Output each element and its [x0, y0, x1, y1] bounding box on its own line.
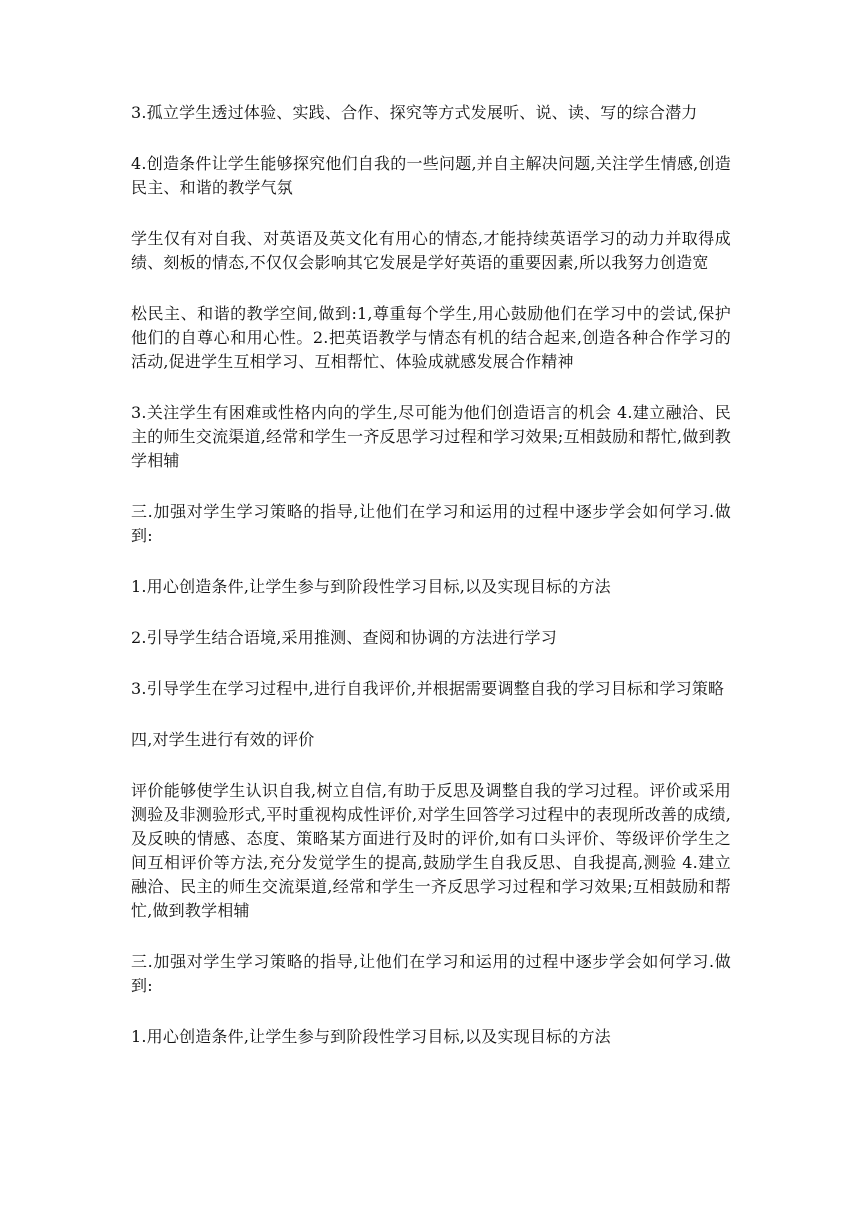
paragraph: 4.创造条件让学生能够探究他们自我的一些问题,并自主解决问题,关注学生情感,创造民主、和谐的教学气氛	[131, 154, 731, 197]
list-item: 2.引导学生结合语境,采用推测、查阅和协调的方法进行学习	[131, 628, 557, 647]
paragraph: 松民主、和谐的教学空间,做到:1,尊重每个学生,用心鼓励他们在学习中的尝试,保护他们的自尊心和用心性。2.把英语教学与情态有机的结合起来,创造各种合作学习的活动,促进学生互相学习、互相帮忙、体验成就感发展合作精神	[131, 304, 731, 371]
list-item: 3.引导学生在学习过程中,进行自我评价,并根据需要调整自我的学习目标和学习策略	[131, 679, 725, 698]
section-heading: 三.加强对学生学习策略的指导,让他们在学习和运用的过程中逐步学会如何学习.做到:	[131, 952, 731, 995]
paragraph: 评价能够使学生认识自我,树立自信,有助于反思及调整自我的学习过程。评价或采用测验及非测验形式,平时重视构成性评价,对学生回答学习过程中的表现所改善的成绩,及反映的情感、态度、策略某方面进行及时的评价,如有口头评价、等级评价学生之间互相评价等方法,充分发觉学生的提高,鼓励学生自我反思、自我提高,测验 4.建立融洽、民主的师生交流渠道,经常和学生一齐反思学习过程和学习效果;互相鼓励和帮忙,做到教学相辅	[131, 781, 731, 920]
paragraph: 学生仅有对自我、对英语及英文化有用心的情态,才能持续英语学习的动力并取得成绩、刻板的情态,不仅仅会影响其它发展是学好英语的重要因素,所以我努力创造宽	[131, 229, 731, 272]
section-heading: 四,对学生进行有效的评价	[131, 730, 315, 749]
document-page	[131, 101, 731, 1076]
list-item: 1.用心创造条件,让学生参与到阶段性学习目标,以及实现目标的方法	[131, 577, 611, 596]
section-heading: 三.加强对学生学习策略的指导,让他们在学习和运用的过程中逐步学会如何学习.做到:	[131, 502, 731, 545]
paragraph: 3.关注学生有困难或性格内向的学生,尽可能为他们创造语言的机会 4.建立融洽、民主的师生交流渠道,经常和学生一齐反思学习过程和学习效果;互相鼓励和帮忙,做到教学相辅	[131, 403, 731, 470]
list-item: 1.用心创造条件,让学生参与到阶段性学习目标,以及实现目标的方法	[131, 1027, 611, 1046]
paragraph: 3.孤立学生透过体验、实践、合作、探究等方式发展听、说、读、写的综合潜力	[131, 103, 698, 122]
